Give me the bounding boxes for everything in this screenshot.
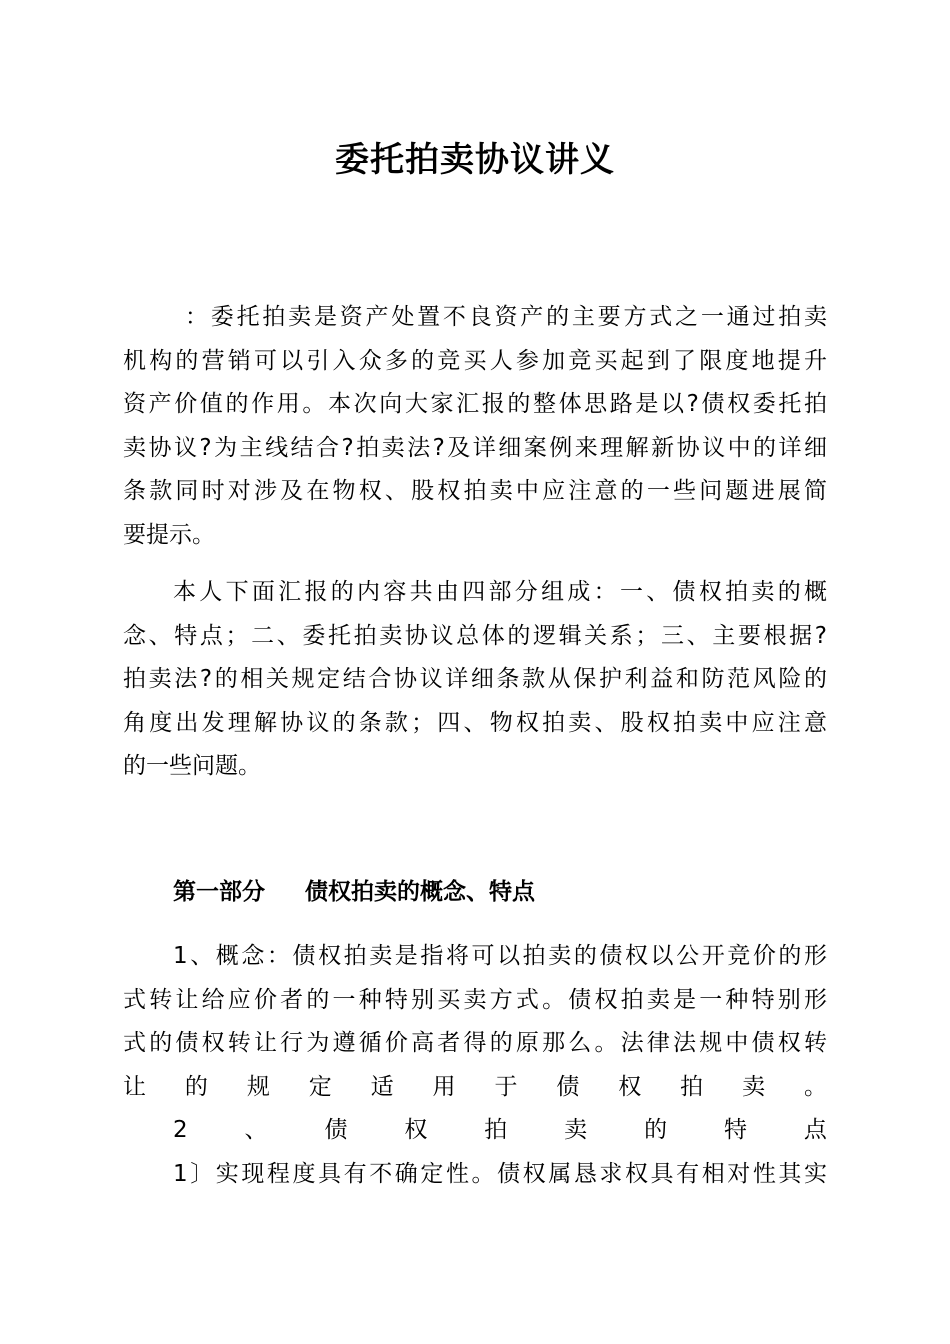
spread-char: 特: [723, 1117, 747, 1144]
section1-line: 1〕实现程度具有不确定性。债权属恳求权具有相对性其实: [173, 1160, 827, 1187]
spread-char: 拍: [484, 1117, 508, 1144]
intro-line: 机构的营销可以引入众多的竞买人参加竞买起到了限度地提升: [123, 347, 827, 374]
spread-char: 权: [404, 1117, 428, 1144]
intro-line: ：委托拍卖是资产处置不良资产的主要方式之一通过拍卖: [185, 304, 827, 330]
spread-char: 的: [644, 1117, 668, 1144]
spread-char: 规: [246, 1073, 270, 1100]
section1-line: 1、概念：债权拍卖是指将可以拍卖的债权以公开竞价的形: [173, 943, 827, 969]
spread-char: 、: [244, 1117, 268, 1144]
spread-char: 适: [370, 1073, 394, 1100]
spread-char: 卖: [742, 1073, 766, 1100]
spread-char: 用: [432, 1073, 456, 1100]
spread-char: 权: [618, 1073, 642, 1100]
intro-line: 卖协议?为主线结合?拍卖法?及详细案例来理解新协议中的详细: [123, 434, 827, 461]
spread-char: 的: [184, 1073, 208, 1100]
spread-char: 让: [123, 1073, 146, 1100]
outline-line: 拍卖法?的相关规定结合协议详细条款从保护利益和防范风险的: [123, 666, 827, 693]
intro-line: 要提示。: [123, 521, 215, 548]
section1-spread-line: [123, 1109, 827, 1153]
intro-paragraph: [123, 296, 827, 558]
spread-char: 债: [556, 1073, 580, 1100]
outline-line: 角度出发理解协议的条款；四、物权拍卖、股权拍卖中应注意: [123, 709, 827, 736]
outline-line: 念、特点；二、委托拍卖协议总体的逻辑关系；三、主要根据?: [123, 622, 827, 649]
outline-line: 本人下面汇报的内容共由四部分组成：一、债权拍卖的概: [173, 579, 827, 605]
outline-line: 的一些问题。: [123, 753, 261, 780]
spread-char: 于: [494, 1073, 518, 1100]
spread-char: 定: [308, 1073, 332, 1100]
spread-char: 。: [803, 1073, 827, 1100]
section1-body: [123, 935, 827, 1197]
spread-char: 点: [803, 1117, 827, 1144]
spread-char: 2: [173, 1117, 188, 1144]
section1-spread-line: [123, 1066, 827, 1110]
spread-char: 卖: [564, 1117, 588, 1144]
section1-line: 式转让给应价者的一种特别买卖方式。债权拍卖是一种特别形: [123, 986, 827, 1013]
outline-paragraph: [123, 571, 827, 789]
section-heading-part: 第一部分: [173, 879, 265, 905]
intro-line: 资产价值的作用。本次向大家汇报的整体思路是以?债权委托拍: [123, 391, 827, 418]
section1-line: 式的债权转让行为遵循价高者得的原那么。法律法规中债权转: [123, 1030, 827, 1057]
spread-char: 拍: [680, 1073, 704, 1100]
document-title: 委托拍卖协议讲义: [335, 140, 615, 180]
section-heading: [173, 872, 535, 912]
intro-line: 条款同时对涉及在物权、股权拍卖中应注意的一些问题进展简: [123, 478, 827, 505]
section-heading-title: 债权拍卖的概念、特点: [305, 879, 535, 905]
spread-char: 债: [324, 1117, 348, 1144]
